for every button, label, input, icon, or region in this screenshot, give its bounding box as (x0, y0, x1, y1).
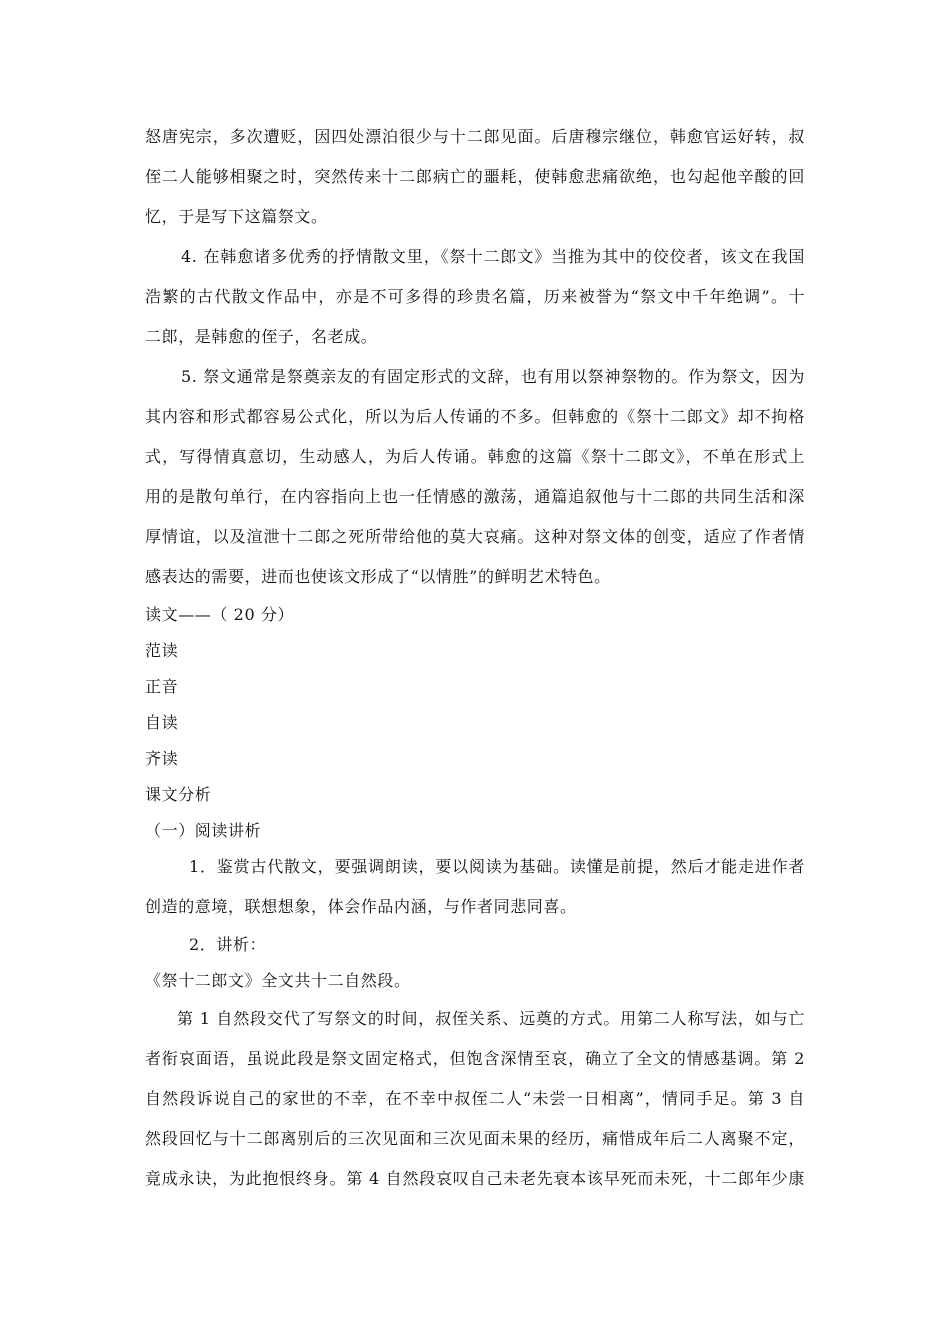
body-text-line: 二郎，是韩愈的侄子，名老成。 (145, 327, 378, 346)
body-text-line: 式，写得情真意切，生动感人，为后人传诵。韩愈的这篇《祭十二郎文》，不单在形式上 (145, 447, 805, 466)
reading-step-model: 范读 (145, 641, 179, 660)
body-text-line: 侄二人能够相聚之时，突然传来十二郎病亡的噩耗，使韩愈悲痛欲绝，也勾起他辛酸的回 (145, 167, 805, 186)
point-1-first-line: 1．鉴赏古代散文，要强调朗读，要以阅读为基础。读懂是前提，然后才能走进作者 (189, 857, 805, 876)
body-text-line: 者衔哀面语，虽说此段是祭文固定格式，但饱含深情至哀，确立了全文的情感基调。第 2 (145, 1049, 805, 1068)
reading-step-pronunciation: 正音 (145, 677, 179, 696)
body-text-line: 浩繁的古代散文作品中，亦是不可多得的珍贵名篇，历来被誉为“祭文中千年绝调”。十 (145, 287, 805, 306)
body-text-line: 然段回忆与十二郎离别后的三次见面和三次见面未果的经历，痛惜成年后二人离聚不定， (145, 1129, 805, 1148)
section-heading-reading: 读文——（ 20 分） (145, 605, 295, 624)
reading-step-together: 齐读 (145, 749, 179, 768)
body-text-line: 忆，于是写下这篇祭文。 (145, 207, 328, 226)
reading-step-self: 自读 (145, 713, 179, 732)
body-text-line: 竟成永诀，为此抱恨终身。第 4 自然段哀叹自己未老先衰本该早死而未死，十二郎年少康 (145, 1169, 805, 1188)
paragraph-5-first-line: 5. 祭文通常是祭奠亲友的有固定形式的文辞，也有用以祭神祭物的。作为祭文，因为 (181, 367, 805, 386)
body-text-line: 自然段诉说自己的家世的不幸，在不幸中叔侄二人“未尝一日相离”，情同手足。第 3 自 (145, 1089, 805, 1108)
body-text-line: 怒唐宪宗，多次遭贬，因四处漂泊很少与十二郎见面。后唐穆宗继位，韩愈官运好转，叔 (145, 127, 805, 146)
subsection-heading: （一）阅读讲析 (145, 821, 262, 840)
body-text-line: 厚情谊，以及渲泄十二郎之死所带给他的莫大哀痛。这种对祭文体的创变，适应了作者情 (145, 527, 805, 546)
analysis-first-line: 第 1 自然段交代了写祭文的时间，叔侄关系、远奠的方式。用第二人称写法，如与亡 (177, 1009, 805, 1028)
body-text-line: 《祭十二郎文》全文共十二自然段。 (145, 971, 411, 990)
body-text-line: 其内容和形式都容易公式化，所以为后人传诵的不多。但韩愈的《祭十二郎文》却不拘格 (145, 407, 805, 426)
point-2-heading: 2．讲析： (189, 935, 267, 954)
body-text-line: 创造的意境，联想想象，体会作品内涵，与作者同悲同喜。 (145, 897, 577, 916)
body-text-line: 感表达的需要，进而也使该文形成了“以情胜”的鲜明艺术特色。 (145, 567, 611, 586)
paragraph-4-first-line: 4. 在韩愈诸多优秀的抒情散文里，《祭十二郎文》当推为其中的佼佼者，该文在我国 (181, 247, 805, 266)
body-text-line: 用的是散句单行，在内容指向上也一任情感的激荡，通篇追叙他与十二郎的共同生活和深 (145, 487, 805, 506)
section-heading-analysis: 课文分析 (145, 785, 212, 804)
